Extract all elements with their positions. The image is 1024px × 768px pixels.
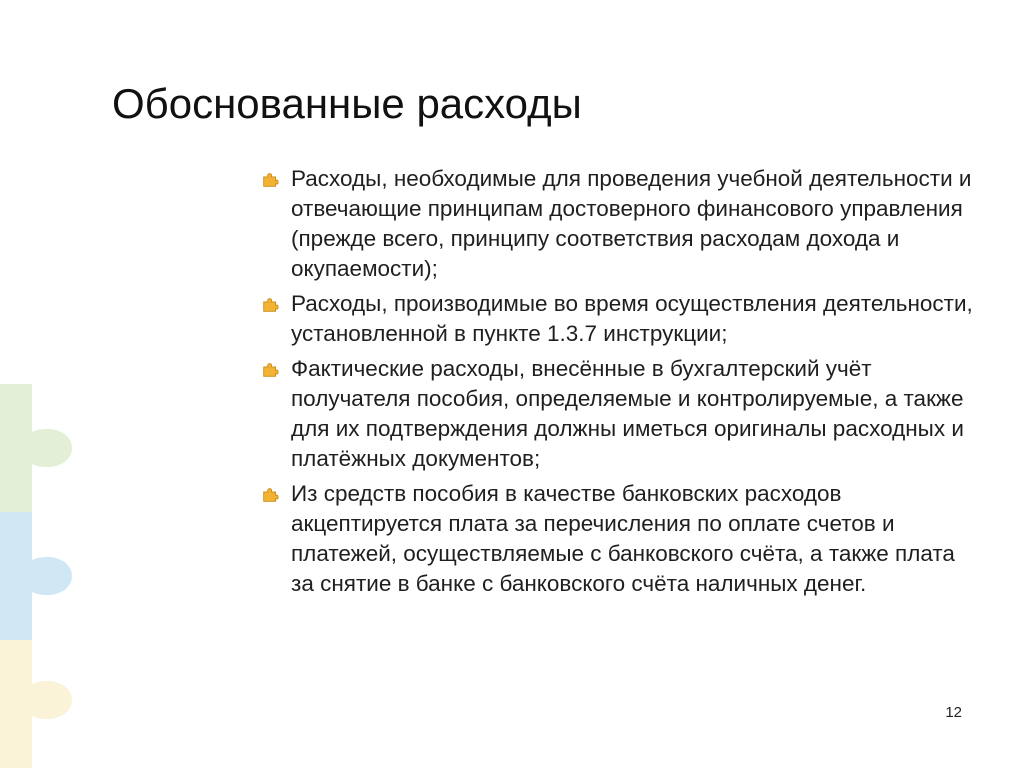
puzzle-piece-icon [262,296,279,313]
bullet-text: Фактические расходы, внесённые в бухгалтерский учёт получателя пособия, определяемые и контролируемые, а также для их подтверждения должны иметься оригиналы расходных и платёжных документов; [291,356,964,471]
page-number: 12 [945,704,962,721]
bullet-item [262,164,982,284]
puzzle-piece-yellow [0,640,72,768]
bullet-item [262,354,982,474]
puzzle-piece-green [0,384,72,512]
bullet-text: Расходы, производимые во время осуществления деятельности, установленной в пункте 1.3.7 инструкции; [291,291,973,346]
bullet-text: Расходы, необходимые для проведения учебной деятельности и отвечающие принципам достоверного финансового управления (прежде всего, принципу соответствия расходам дохода и окупаемости); [291,166,972,281]
puzzle-decoration [0,384,80,768]
puzzle-piece-icon [262,486,279,503]
puzzle-piece-blue [0,512,72,640]
puzzle-piece-icon [262,361,279,378]
bullet-item [262,479,982,599]
bullet-item [262,289,982,349]
slide-title: Обоснованные расходы [112,80,582,127]
bullet-text: Из средств пособия в качестве банковских расходов акцептируется плата за перечисления по оплате счетов и платежей, осуществляемые с банковского счёта, а также плата за снятие в банке с банковского счёта наличных денег. [291,481,955,596]
puzzle-piece-icon [262,171,279,188]
bullet-list [262,164,982,604]
